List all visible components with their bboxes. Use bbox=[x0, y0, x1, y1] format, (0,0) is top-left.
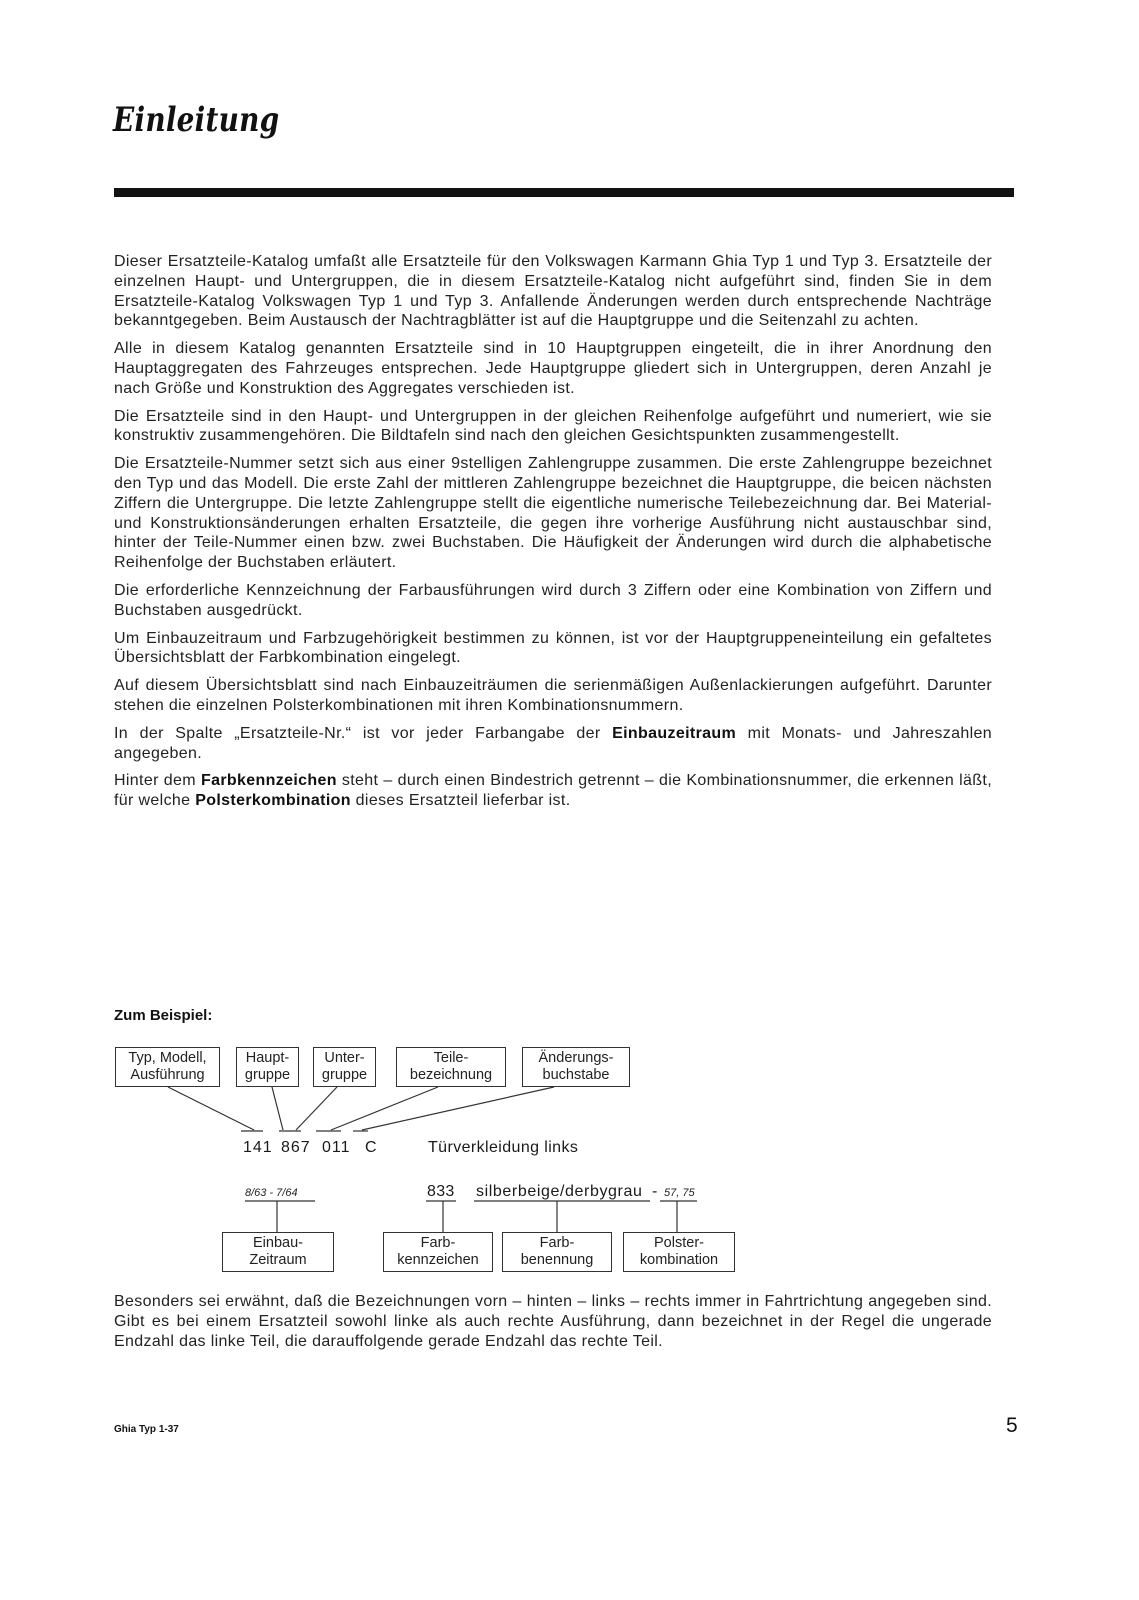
box-label-line: kombination bbox=[639, 1252, 719, 1268]
text-span: steht – durch einen Bindestrich getrennt – die Kombinationsnummer, die erkennen läßt, für welche bbox=[114, 772, 993, 810]
color-name: silberbeige/derbygrau bbox=[476, 1183, 643, 1200]
box-label-line: bezeichnung bbox=[409, 1067, 493, 1083]
paragraph-1: Dieser Ersatzteile-Katalog umfaßt alle Ersatzteile für den Volkswagen Karmann Ghia Typ 1 und Typ 3. Ersatzteile der einzelnen Haupt- und Untergruppen, die in diesem Ersatzteile-Katalog nicht aufgeführt sind, finden Sie in dem Ersatzteile-Katalog Volkswagen Typ 1 und Typ 3. Anfallende Änderungen werden durch entsprechende Nachträge bekanntgegeben. Beim Austausch der Nachtragblätter ist auf die Hauptgruppe und die Seitenzahl zu achten. bbox=[114, 253, 992, 330]
box-label-line: buchstabe bbox=[542, 1067, 610, 1083]
box-label-line: Haupt- bbox=[245, 1050, 290, 1066]
box-label-line: Unter- bbox=[324, 1050, 365, 1066]
part-number-part: 011 bbox=[322, 1139, 351, 1156]
label-box-aenderungsbuchstabe bbox=[522, 1047, 630, 1087]
bold-term: Polsterkombination bbox=[195, 792, 351, 810]
footer-catalog-reference: Ghia Typ 1-37 bbox=[114, 1424, 179, 1435]
page-number: 5 bbox=[1006, 1414, 1018, 1437]
bold-term: Farbkennzeichen bbox=[200, 772, 337, 790]
part-number-type: 141 bbox=[243, 1139, 273, 1156]
box-label-line: Teile- bbox=[433, 1050, 469, 1066]
part-number-main-group: 867 bbox=[281, 1139, 311, 1156]
label-box-hauptgruppe bbox=[236, 1047, 299, 1087]
paragraph-2: Alle in diesem Katalog genannten Ersatzteile sind in 10 Hauptgruppen eingeteilt, die in ihrer Anordnung den Hauptaggregaten des Fahrzeuges entsprechen. Jede Hauptgruppe gliedert sich in Untergruppen, deren Anzahl je nach Größe und Konstruktion des Aggregates verschieden ist. bbox=[114, 340, 992, 397]
closing-paragraph: Besonders sei erwähnt, daß die Bezeichnungen vorn – hinten – links – rechts immer in Fahrtrichtung angegeben sind. Gibt es bei einem Ersatzteil sowohl linke als auch rechte Ausführung, dann bezeichnet in der Regel die ungerade Endzahl das linke Teil, die darauffolgende gerade Endzahl das rechte Teil. bbox=[114, 1293, 992, 1350]
box-label-line: Einbau- bbox=[253, 1235, 303, 1251]
label-box-typ-modell bbox=[115, 1047, 220, 1087]
part-description: Türverkleidung links bbox=[428, 1139, 579, 1156]
box-label-line: kennzeichen bbox=[397, 1252, 479, 1268]
label-box-farbbenennung bbox=[502, 1232, 612, 1272]
label-box-farbkennzeichen bbox=[383, 1232, 493, 1272]
box-label-line: Änderungs- bbox=[538, 1050, 614, 1066]
paragraph-4: Die Ersatzteile-Nummer setzt sich aus einer 9stelligen Zahlengruppe zusammen. Die erste Zahlengruppe bezeichnet den Typ und das Modell. Die erste Zahl der mittleren Zahlengruppe bezeichnet die Hauptgruppe, die beicen nächsten Ziffern die Untergruppe. Die letzte Zahlengruppe stellt die eigentliche numerische Teilebezeichnung dar. Bei Material- und Konstruktionsänderungen erhalten Ersatzteile, die gegen ihre vorherige Ausführung nicht austauschbar sind, hinter der Teile-Nummer einen bzw. zwei Buchstaben. Die Häufigkeit der Änderungen wird durch die alphabetische Reihenfolge der Buchstaben erläutert. bbox=[114, 455, 992, 572]
example-heading: Zum Beispiel: bbox=[114, 1007, 213, 1024]
text-span: Hinter dem bbox=[114, 772, 201, 790]
text-span: mit Monats- und Jahreszahlen angegeben. bbox=[114, 724, 992, 762]
box-label-line: Zeitraum bbox=[249, 1252, 307, 1268]
paragraph-5: Die erforderliche Kennzeichnung der Farbausführungen wird durch 3 Ziffern oder eine Kombination von Ziffern und Buchstaben ausgedrückt. bbox=[114, 581, 992, 619]
box-label-line: Typ, Modell, bbox=[128, 1050, 207, 1066]
box-label-line: gruppe bbox=[244, 1067, 291, 1083]
box-label-line: Farb- bbox=[539, 1235, 575, 1251]
upholstery-combinations: 57, 75 bbox=[664, 1187, 695, 1199]
label-box-einbauzeitraum bbox=[222, 1232, 334, 1272]
label-box-polsterkombination bbox=[623, 1232, 735, 1272]
color-code: 833 bbox=[427, 1183, 455, 1200]
label-box-untergruppe bbox=[313, 1047, 376, 1087]
bold-term: Einbauzeitraum bbox=[612, 724, 737, 742]
paragraph-7: Auf diesem Übersichtsblatt sind nach Einbauzeiträumen die serienmäßigen Außenlackierungen aufgeführt. Darunter stehen die einzelnen Polsterkombinationen mit ihren Kombinationsnummern. bbox=[114, 677, 992, 714]
text-span: In der Spalte „Ersatzteile-Nr.“ ist vor jeder Farbangabe der bbox=[114, 724, 613, 742]
page-title: Einleitung bbox=[113, 100, 280, 140]
box-label-line: gruppe bbox=[321, 1067, 368, 1083]
paragraph-6: Um Einbauzeitraum und Farbzugehörigkeit bestimmen zu können, ist vor der Hauptgruppeneinteilung ein gefaltetes Übersichtsblatt der Farbkombination eingelegt. bbox=[114, 629, 992, 667]
label-box-teilebezeichnung bbox=[396, 1047, 506, 1087]
box-label-line: Polster- bbox=[654, 1235, 704, 1251]
box-label-line: Farb- bbox=[420, 1235, 456, 1251]
paragraph-3: Die Ersatzteile sind in den Haupt- und Untergruppen in der gleichen Reihenfolge aufgeführt und numeriert, wie sie konstruktiv zusammengehören. Die Bildtafeln sind nach den gleichen Gesichtspunkten zusammengestellt. bbox=[114, 407, 992, 445]
installation-period: 8/63 - 7/64 bbox=[245, 1187, 298, 1199]
text-span: dieses Ersatzteil lieferbar ist. bbox=[350, 792, 571, 810]
part-number-suffix: C bbox=[365, 1139, 378, 1156]
box-label-line: benennung bbox=[520, 1252, 594, 1268]
box-label-line: Ausführung bbox=[130, 1067, 205, 1083]
color-separator: - bbox=[652, 1183, 659, 1200]
